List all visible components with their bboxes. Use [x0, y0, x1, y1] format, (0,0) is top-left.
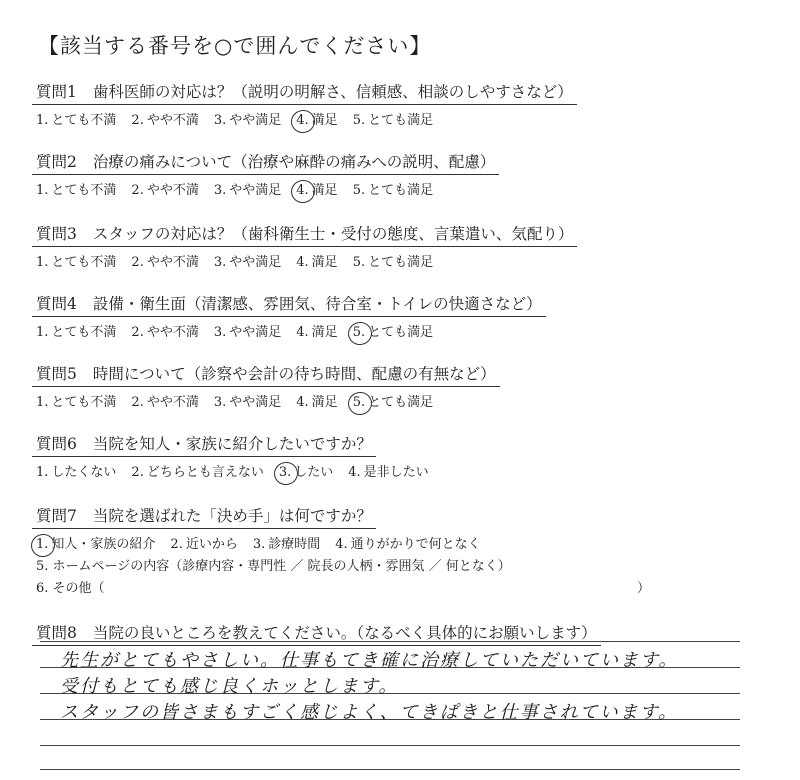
question-7-option-6-label: 6. その他（	[36, 581, 105, 596]
question-3-text: スタッフの対応は？（歯科衛生士・受付の態度、言葉遣い、気配り）	[92, 225, 574, 243]
question-6-options	[32, 461, 772, 480]
question-8-number: 質問8	[36, 624, 77, 642]
option-5[interactable]	[353, 179, 433, 198]
option-2[interactable]	[131, 461, 263, 480]
option-3[interactable]	[214, 109, 281, 128]
question-5-text: 時間について（診察や会計の待ち時間、配慮の有無など）	[92, 365, 496, 383]
option-label: 満足	[311, 325, 338, 340]
question-3	[32, 222, 772, 270]
selected-option-number: 4.	[296, 183, 309, 198]
selected-option-number: 4.	[296, 113, 309, 128]
question-1-number: 質問1	[36, 83, 77, 101]
option-number: 5.	[352, 255, 366, 270]
question-1-title	[32, 80, 577, 105]
option-number: 5.	[352, 183, 366, 198]
option-4[interactable]	[296, 391, 337, 410]
option-5[interactable]	[353, 251, 433, 270]
option-4[interactable]	[348, 461, 428, 480]
question-7-option-6-line[interactable]	[32, 577, 772, 596]
option-number: 3.	[213, 255, 227, 270]
option-number: 3.	[213, 113, 227, 128]
handwritten-answer-line-3: スタッフの皆さまもすごく感じよく、てきぱきと仕事されています。	[60, 702, 679, 723]
option-number: 1.	[36, 113, 49, 128]
option-number: 4.	[296, 255, 309, 270]
question-4-number: 質問4	[36, 295, 77, 313]
answer-rule	[40, 641, 740, 642]
option-number: 1.	[36, 395, 49, 410]
question-8-title	[32, 621, 601, 646]
option-1[interactable]	[36, 251, 116, 270]
option-4[interactable]	[335, 533, 480, 552]
option-1[interactable]	[36, 109, 116, 128]
option-4[interactable]	[296, 179, 337, 198]
question-5-title	[32, 362, 500, 387]
option-label: 満足	[311, 113, 338, 128]
option-number: 5.	[352, 113, 366, 128]
option-5[interactable]	[353, 321, 433, 340]
question-8	[32, 621, 772, 646]
question-5-options	[32, 391, 772, 410]
option-label: やや満足	[229, 183, 282, 198]
option-2[interactable]	[131, 251, 198, 270]
option-number: 2.	[131, 395, 144, 410]
answer-rule	[40, 745, 740, 746]
option-label: やや不満	[146, 395, 199, 410]
question-2-number: 質問2	[36, 153, 77, 171]
option-number: 4.	[348, 465, 361, 480]
option-label: とても不満	[51, 113, 117, 128]
option-number: 3.	[213, 183, 227, 198]
answer-rule	[40, 769, 740, 770]
handwritten-answer-line-2: 受付もとても感じ良くホッとします。	[60, 676, 399, 697]
option-number: 1.	[36, 183, 49, 198]
option-number: 3.	[213, 325, 227, 340]
option-4[interactable]	[296, 321, 337, 340]
option-2[interactable]	[131, 109, 198, 128]
option-3[interactable]	[214, 391, 281, 410]
option-2[interactable]	[131, 391, 198, 410]
option-label: 知人・家族の紹介	[51, 537, 156, 552]
selected-option-number: 1.	[36, 537, 49, 552]
option-label: やや満足	[229, 255, 282, 270]
question-4	[32, 292, 772, 340]
selected-option-number: 3.	[278, 465, 292, 480]
question-3-number: 質問3	[36, 225, 77, 243]
option-number: 4.	[296, 325, 309, 340]
option-3[interactable]	[214, 251, 281, 270]
option-label: やや不満	[146, 325, 199, 340]
option-label: やや不満	[146, 183, 199, 198]
question-8-text: 当院の良いところを教えてください。（なるべく具体的にお願いします）	[92, 624, 597, 642]
option-number: 2.	[131, 325, 144, 340]
option-label: とても満足	[368, 183, 434, 198]
option-label: 満足	[311, 255, 338, 270]
selected-option-number: 5.	[352, 325, 366, 340]
option-4[interactable]	[296, 251, 337, 270]
option-5[interactable]	[353, 109, 433, 128]
question-7-text: 当院を選ばれた「決め手」は何ですか？	[92, 507, 372, 525]
option-number: 2.	[170, 537, 183, 552]
option-number: 2.	[131, 255, 144, 270]
question-7-option-5-line[interactable]: 5. ホームページの内容（診療内容・専門性 ／ 院長の人柄・雰囲気 ／ 何となく）	[36, 559, 511, 574]
option-label: とても満足	[368, 325, 434, 340]
question-6-text: 当院を知人・家族に紹介したいですか？	[92, 435, 372, 453]
question-7-title	[32, 504, 376, 529]
option-5[interactable]	[353, 391, 433, 410]
option-number: 2.	[131, 113, 144, 128]
question-1-text: 歯科医師の対応は？（説明の明解さ、信頼感、相談のしやすさなど）	[92, 83, 573, 101]
option-4[interactable]	[296, 109, 337, 128]
question-5-number: 質問5	[36, 365, 77, 383]
option-3[interactable]	[214, 179, 281, 198]
option-label: 満足	[311, 183, 338, 198]
option-number: 1.	[36, 325, 49, 340]
option-label: 近いから	[185, 537, 238, 552]
option-number: 4.	[296, 395, 309, 410]
option-3[interactable]	[279, 461, 333, 480]
option-label: したくない	[51, 465, 117, 480]
option-1[interactable]	[36, 461, 116, 480]
question-6	[32, 432, 772, 480]
option-label: とても満足	[368, 395, 434, 410]
option-label: 是非したい	[363, 465, 429, 480]
option-label: とても満足	[368, 113, 434, 128]
option-1[interactable]	[36, 533, 155, 552]
selected-option-number: 5.	[352, 395, 366, 410]
question-2-text: 治療の痛みについて（治療や麻酔の痛みへの説明、配慮）	[92, 153, 496, 171]
question-1	[32, 80, 772, 128]
option-label: とても不満	[51, 255, 117, 270]
option-number: 2.	[131, 465, 144, 480]
question-4-options	[32, 321, 772, 340]
option-label: やや満足	[229, 395, 282, 410]
option-3[interactable]	[253, 533, 320, 552]
question-4-title	[32, 292, 546, 317]
option-label: やや満足	[229, 325, 282, 340]
option-label: とても不満	[51, 325, 117, 340]
option-number: 1.	[36, 255, 49, 270]
question-4-text: 設備・衛生面（清潔感、雰囲気、待合室・トイレの快適さなど）	[92, 295, 542, 313]
option-label: 通りがかりで何となく	[350, 537, 481, 552]
option-label: どちらとも言えない	[146, 465, 264, 480]
option-1[interactable]	[36, 179, 116, 198]
option-1[interactable]	[36, 391, 116, 410]
question-2-options	[32, 179, 772, 198]
question-6-title	[32, 432, 376, 457]
option-2[interactable]	[170, 533, 237, 552]
option-number: 4.	[335, 537, 348, 552]
question-7-options	[32, 533, 772, 552]
option-label: やや不満	[146, 255, 199, 270]
question-7-option-6-close: ）	[637, 581, 651, 596]
option-2[interactable]	[131, 179, 198, 198]
option-label: とても不満	[51, 183, 117, 198]
option-1[interactable]	[36, 321, 116, 340]
option-label: とても満足	[368, 255, 434, 270]
option-3[interactable]	[214, 321, 281, 340]
page-header: 【該当する番号を○で囲んでください】	[38, 34, 432, 58]
question-3-title	[32, 222, 577, 247]
option-number: 2.	[131, 183, 144, 198]
question-7-number: 質問7	[36, 507, 77, 525]
option-2[interactable]	[131, 321, 198, 340]
question-6-number: 質問6	[36, 435, 77, 453]
option-number: 3.	[213, 395, 227, 410]
option-label: したい	[294, 465, 334, 480]
question-5	[32, 362, 772, 410]
option-number: 1.	[36, 465, 49, 480]
question-2	[32, 150, 772, 198]
option-label: 満足	[311, 395, 338, 410]
option-label: とても不満	[51, 395, 117, 410]
question-1-options	[32, 109, 772, 128]
handwritten-answer-line-1: 先生がとてもやさしい。仕事もてき確に治療していただいています。	[60, 650, 679, 671]
option-number: 3.	[252, 537, 266, 552]
question-2-title	[32, 150, 499, 175]
question-3-options	[32, 251, 772, 270]
option-label: 診療時間	[268, 537, 321, 552]
option-label: やや満足	[229, 113, 282, 128]
question-7	[32, 504, 772, 596]
option-label: やや不満	[146, 113, 199, 128]
